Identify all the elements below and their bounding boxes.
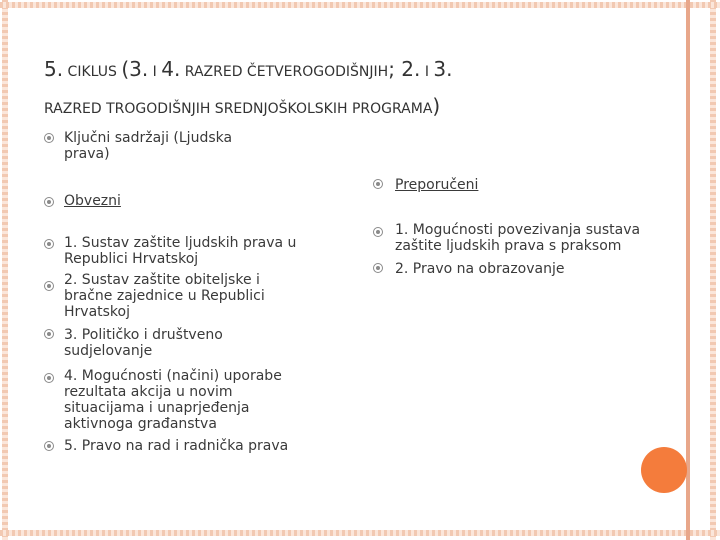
frame-left-stripe [2,0,8,540]
frame-bottom-stripe [0,530,720,536]
decorative-circle [641,447,687,493]
bullet-icon [373,263,383,273]
right-list-item: 1. Mogućnosti povezivanja sustava zaštite ljudskih prava s praksom [395,222,641,254]
bullet-icon [44,329,54,339]
left-list-item: 5. Pravo na rad i radnička prava [64,438,289,454]
frame-right-stripe [710,0,716,540]
bullet-icon [44,133,54,143]
left-subheading-obvezni: Obvezni [64,193,121,209]
bullet-icon [44,197,54,207]
bullet-icon [373,227,383,237]
bullet-icon [44,373,54,383]
left-list-item: 1. Sustav zaštite ljudskih prava u Republici Hrvatskoj [64,235,297,267]
bullet-icon [44,281,54,291]
right-accent-line [686,0,690,540]
slide-title: 5. CIKLUS (3. I 4. RAZRED ČETVEROGODIŠNJIH; 2. I 3. RAZRED TROGODIŠNJIH SREDNJOŠKOLSKIH PROGRAMA) [44,57,453,118]
bullet-icon [44,239,54,249]
left-heading: Ključni sadržaji (Ljudska prava) [64,130,233,162]
right-subheading-preporuceni: Preporučeni [395,177,479,193]
right-list-item: 2. Pravo na obrazovanje [395,261,565,277]
bullet-icon [44,441,54,451]
left-list-item: 2. Sustav zaštite obiteljske i bračne zajednice u Republici Hrvatskoj [64,272,265,320]
bullet-icon [373,179,383,189]
frame-top-stripe [0,2,720,8]
left-list-item: 4. Mogućnosti (načini) uporabe rezultata akcija u novim situacijama i unaprjeđenja aktivnoga građanstva [64,368,282,432]
left-list-item: 3. Političko i društveno sudjelovanje [64,327,223,359]
